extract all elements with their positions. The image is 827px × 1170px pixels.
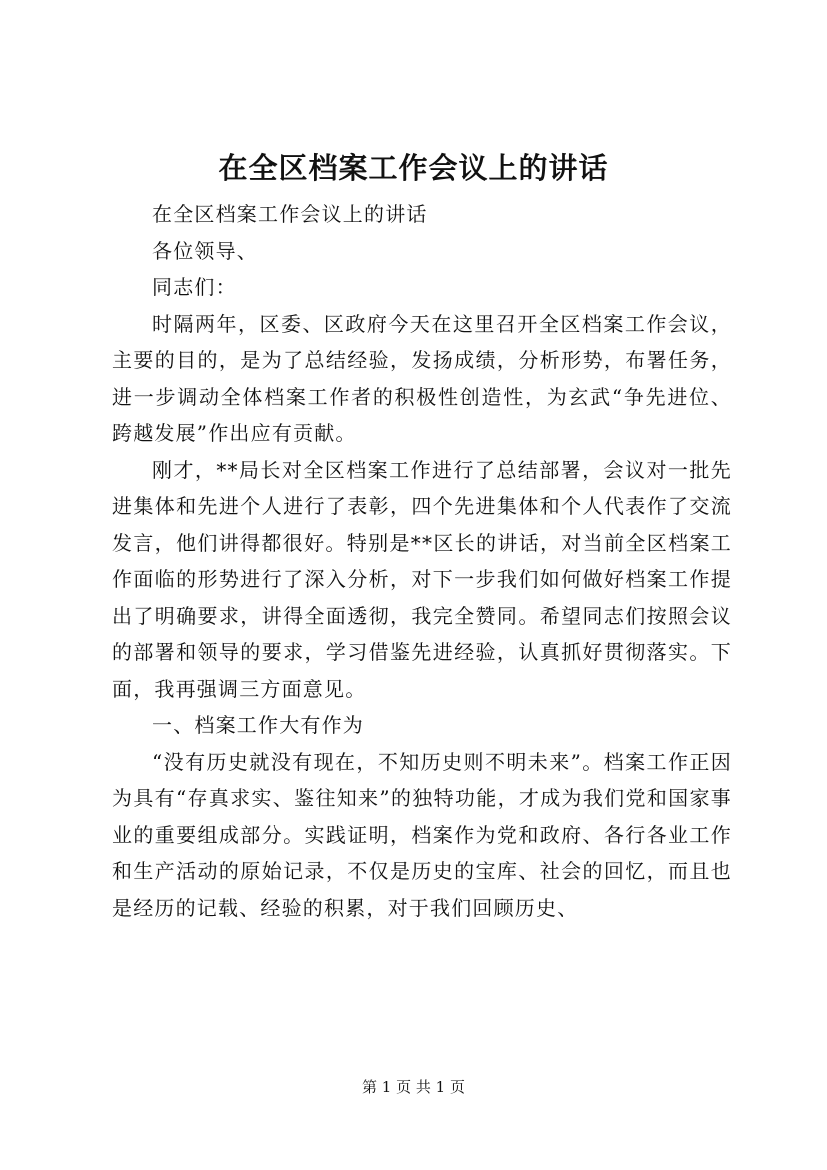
document-body [112, 196, 732, 926]
section-heading-1: 一、档案工作大有作为 [152, 713, 364, 737]
document-title: 在全区档案工作会议上的讲话 [218, 151, 609, 185]
paragraph-salutation-comrades: 同志们： [152, 275, 237, 299]
paragraph-heading-repeat: 在全区档案工作会议上的讲话 [152, 202, 428, 226]
paragraph-section-1: “没有历史就没有现在，不知历史则不明未来”。档案工作正因为具有“存真求实、鉴往知来”的独特功能，才成为我们党和国家事业的重要组成部分。实践证明，档案作为党和政府、各行各业工作和生产活动的原始记录，不仅是历史的宝库、社会的回忆，而且也是经历的记载、经验的积累，对于我们回顾历史、 [112, 749, 732, 920]
page-footer: 第 1 页 共 1 页 [362, 1078, 465, 1096]
paragraph-intro: 时隔两年，区委、区政府今天在这里召开全区档案工作会议，主要的目的，是为了总结经验，发扬成绩，分析形势，布署任务，进一步调动全体档案工作者的积极性创造性，为玄武“争先进位、跨越发展”作出应有贡献。 [112, 311, 732, 445]
paragraph-salutation-leaders: 各位领导、 [152, 238, 258, 263]
paragraph-review: 刚才，**局长对全区档案工作进行了总结部署，会议对一批先进集体和先进个人进行了表彰，四个先进集体和个人代表作了交流发言，他们讲得都很好。特别是**区长的讲话，对当前全区档案工作面临的形势进行了深入分析，对下一步我们如何做好档案工作提出了明确要求，讲得全面透彻，我完全赞同。希望同志们按照会议的部署和领导的要求，学习借鉴先进经验，认真抓好贯彻落实。下面，我再强调三方面意见。 [112, 457, 732, 701]
